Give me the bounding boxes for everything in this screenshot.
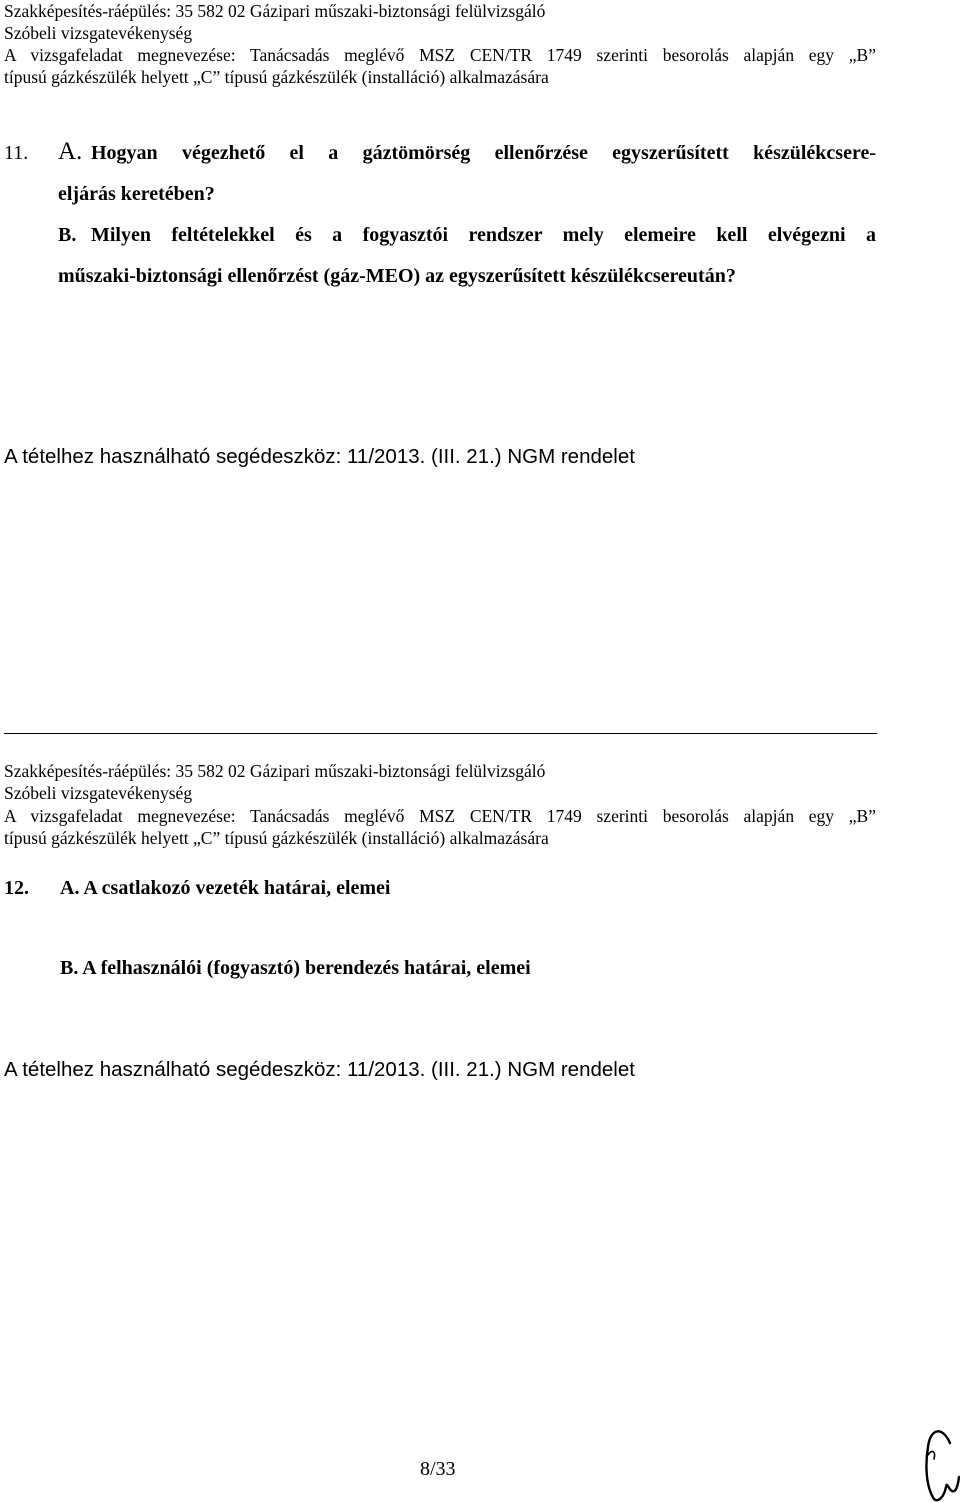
question-a-label: A. <box>58 138 83 165</box>
page-number: 8/33 <box>420 1458 456 1480</box>
question-number: 11. <box>4 142 29 164</box>
question-a-text-line2: eljárás keretében? <box>58 183 215 205</box>
question-b-text-line1: Milyen feltételekkel és a fogyasztói rendszer mely elemeire kell elvégezni a <box>91 224 876 246</box>
question-a-text-line1: Hogyan végezhető el a gáztömörség ellenőrzése egyszerűsített készülékcsere- <box>91 142 876 164</box>
header-qualification: Szakképesítés-ráépülés: 35 582 02 Gázipari műszaki-biztonsági felülvizsgáló <box>4 1 546 21</box>
page-divider <box>4 733 877 734</box>
header-task-name-line2: típusú gázkészülék helyett „C” típusú gázkészülék (installáció) alkalmazására <box>4 67 549 87</box>
allowed-aid: A tételhez használható segédeszköz: 11/2013. (III. 21.) NGM rendelet <box>4 1058 635 1081</box>
header-task-name-line1: A vizsgafeladat megnevezése: Tanácsadás meglévő MSZ CEN/TR 1749 szerinti besorolás alapján egy „B” <box>4 806 876 826</box>
question-b-text-line2: műszaki-biztonsági ellenőrzést (gáz-MEO) az egyszerűsített készülékcsereután? <box>58 265 736 287</box>
header-task-name-line1: A vizsgafeladat megnevezése: Tanácsadás meglévő MSZ CEN/TR 1749 szerinti besorolás alapján egy „B” <box>4 45 876 65</box>
allowed-aid: A tételhez használható segédeszköz: 11/2013. (III. 21.) NGM rendelet <box>4 445 635 468</box>
header-task-name-line2: típusú gázkészülék helyett „C” típusú gázkészülék (installáció) alkalmazására <box>4 828 549 848</box>
header-exam-type: Szóbeli vizsgatevékenység <box>4 783 193 803</box>
question-a-text: A. A csatlakozó vezeték határai, elemei <box>60 877 391 899</box>
header-qualification: Szakképesítés-ráépülés: 35 582 02 Gázipari műszaki-biztonsági felülvizsgáló <box>4 761 546 781</box>
question-number: 12. <box>4 877 29 899</box>
header-exam-type: Szóbeli vizsgatevékenység <box>4 23 193 43</box>
question-b-label: B. <box>58 224 77 246</box>
question-b-text: B. A felhasználói (fogyasztó) berendezés határai, elemei <box>60 957 531 979</box>
handwritten-signature <box>920 1425 960 1503</box>
